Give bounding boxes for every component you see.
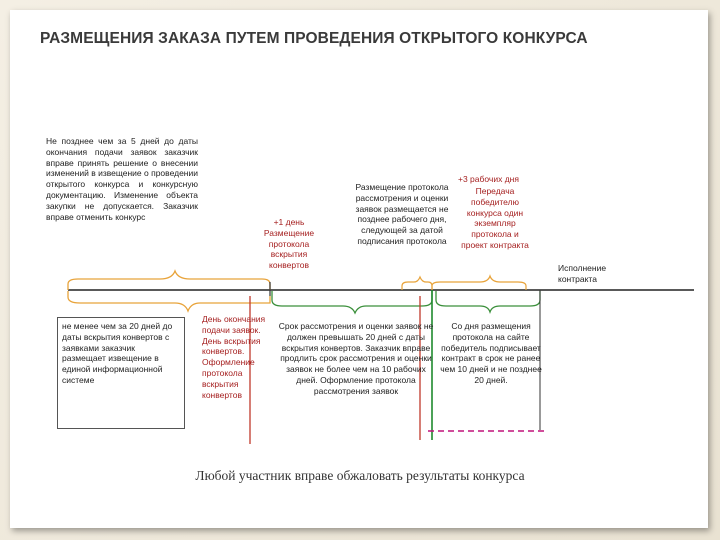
note-change-notice: Не позднее чем за 5 дней до даты окончания подачи заявок заказчик вправе принять решение о внесении изменений в извещение о проведении открытого конкурса и конкурсную документацию. Изменение объекта закупки не допускается. Заказчик вправе отменить конкурс — [46, 136, 198, 222]
brace-transfer — [432, 276, 526, 290]
note-transfer: Передача победителю конкурса один экземпляр протокола и проект контракта — [461, 186, 529, 250]
brace-lower-left — [68, 291, 270, 311]
note-plus3-days: +3 рабочих дня — [458, 174, 519, 184]
brace-signing-period — [436, 291, 540, 312]
note-execution: Исполнение контракта — [558, 263, 607, 284]
note-plus1-day: +1 день Размещение протокола вскрытия конвертов — [263, 217, 315, 271]
brace-review-period — [272, 291, 432, 313]
note-review-period: Срок рассмотрения и оценки заявок не должен превышать 20 дней с даты вскрытия конвертов. Заказчик вправе продлить срок рассмотрения и оценки заявок не более чем на 10 рабочих дней. Оформление протокола рассмотрения заявок — [278, 321, 434, 396]
brace-submission-period — [68, 271, 270, 290]
note-protocol-placement: Размещение протокола рассмотрения и оценки заявок размещается не позднее рабочего дня, следующей за датой подписания протокола — [355, 182, 449, 246]
note-day-end: День окончания подачи заявок. День вскрытия конвертов. Оформление протокола вскрытия конвертов — [202, 314, 266, 400]
brace-plus3-days — [402, 277, 432, 290]
note-publish-notice: не менее чем за 20 дней до даты вскрытия конвертов с заявками заказчик размещает извещение в единой информационной системе — [57, 317, 185, 429]
note-signing: Со дня размещения протокола на сайте победитель подписывает контракт в срок не ранее чем 10 дней и не позднее 20 дней. — [440, 321, 542, 385]
footer-appeal-note: Любой участник вправе обжаловать результаты конкурса — [195, 468, 525, 483]
slide-title: РАЗМЕЩЕНИЯ ЗАКАЗА ПУТЕМ ПРОВЕДЕНИЯ ОТКРЫТОГО КОНКУРСА — [40, 30, 588, 47]
